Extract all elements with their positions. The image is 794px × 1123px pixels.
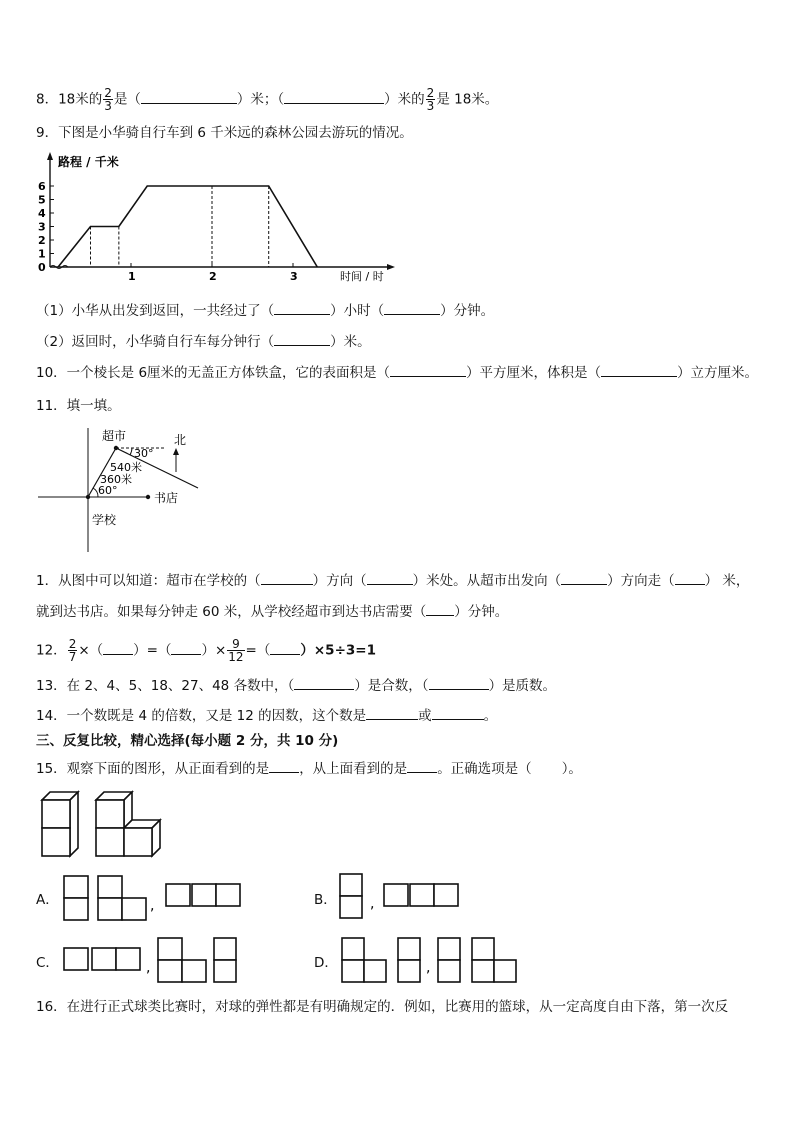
q12-text: =（ (245, 642, 271, 659)
angle-30-label: 30° (134, 447, 154, 460)
x-tick-label: 2 (209, 270, 217, 283)
q9-text: ）分钟。 (440, 303, 495, 319)
question-9-sub2 (36, 331, 371, 352)
y-tick-label: 5 (38, 193, 46, 207)
q11-text: 1．从图中可以知道：超市在学校的（ (36, 573, 261, 589)
supermarket-label: 超市 (102, 429, 127, 443)
angle-60-label: 60° (98, 484, 118, 497)
answer-blank[interactable] (284, 89, 384, 104)
north-label: 北 (174, 433, 187, 447)
answer-blank[interactable] (601, 362, 677, 377)
option-c-label[interactable]: C． (36, 955, 59, 971)
q13-text: ）是合数，（ (354, 678, 429, 694)
answer-blank[interactable] (384, 300, 440, 315)
fraction: $\frac{2}{3}$ (426, 86, 435, 113)
q9-text: （2）返回时，小华骑自行车每分钟行（ (36, 334, 275, 350)
answer-blank[interactable] (141, 89, 237, 104)
question-16: 16．在进行正式球类比赛时，对球的弹性都是有明确规定的．例如，比赛用的篮球，从一定高度自由下落，第一次反 (36, 999, 729, 1015)
q15-text: ）。 (561, 761, 582, 777)
answer-blank[interactable] (294, 675, 354, 690)
answer-blank[interactable] (407, 758, 437, 773)
section-3-heading: 三、反复比较，精心选择(每小题 2 分，共 10 分) (36, 733, 339, 749)
q9-text: （1）小华从出发到返回，一共经过了（ (36, 303, 275, 319)
question-9-title: 9．下图是小华骑自行车到 6 千米远的森林公园去游玩的情况。 (36, 125, 413, 141)
q12-text: ）=（ (133, 642, 172, 659)
fraction: $\frac{2}{7}$ (68, 637, 77, 664)
answer-blank[interactable] (561, 570, 607, 585)
answer-blank[interactable] (429, 675, 489, 690)
q10-text: ）立方厘米。 (677, 365, 759, 381)
q12-text: ）×5÷3=1 (300, 642, 376, 659)
comma: , (146, 960, 151, 976)
answer-blank[interactable] (270, 640, 300, 655)
option-a-figures[interactable] (62, 874, 252, 924)
question-12 (36, 638, 376, 663)
q13-text: 13．在 2、4、5、18、27、48 各数中，（ (36, 678, 295, 694)
bookstore-label: 书店 (154, 491, 179, 505)
q9-text: ）米。 (330, 334, 371, 350)
option-b-figures[interactable] (338, 872, 468, 922)
fraction: $\frac{9}{12}$ (228, 637, 244, 664)
q14-text: 或 (418, 708, 432, 724)
answer-blank[interactable] (269, 758, 299, 773)
q11-text: ）方向（ (312, 573, 367, 589)
q10-text: 10．一个棱长是 6厘米的无盖正方体铁盒，它的表面积是（ (36, 365, 391, 381)
y-tick-label: 0 (38, 261, 46, 274)
distance-540-label: 540米 (110, 461, 142, 474)
option-d-label[interactable]: D． (314, 955, 338, 971)
answer-blank[interactable] (675, 570, 705, 585)
q8-text: 是（ (113, 91, 141, 108)
answer-blank[interactable] (367, 570, 413, 585)
answer-blank[interactable] (261, 570, 313, 585)
q11-text: ） 米， (704, 573, 750, 589)
q12-text: ×（ (78, 642, 104, 659)
q11-text: ）分钟。 (454, 604, 509, 620)
q12-text: 12． (36, 642, 67, 659)
option-a-label[interactable]: A． (36, 892, 59, 908)
q10-text: ）平方厘米，体积是（ (466, 365, 602, 381)
q15-text: 15．观察下面的图形，从正面看到的是 (36, 761, 270, 777)
y-axis-label: 路程 / 千米 (58, 155, 119, 169)
q8-text: 8．18米的 (36, 91, 103, 108)
q13-text: ）是质数。 (488, 678, 557, 694)
y-tick-label: 6 (38, 180, 46, 193)
question-14 (36, 705, 497, 726)
q14-text: 。 (483, 708, 498, 724)
y-tick-label: 3 (38, 220, 46, 234)
distance-360-label: 360米 (100, 473, 132, 486)
answer-blank[interactable] (390, 362, 466, 377)
answer-blank[interactable] (426, 601, 454, 616)
distance-time-chart (36, 150, 406, 285)
question-13 (36, 675, 556, 696)
y-tick-label: 2 (38, 234, 46, 247)
question-11-title: 11．填一填。 (36, 398, 121, 414)
q8-text: ）米的 (384, 91, 425, 108)
comma: , (150, 898, 155, 914)
x-axis-label: 时间 / 时 (340, 270, 384, 283)
answer-blank[interactable] (274, 331, 330, 346)
answer-blank[interactable] (103, 640, 133, 655)
direction-diagram (36, 424, 216, 556)
question-10 (36, 362, 758, 383)
q14-text: 14．一个数既是 4 的倍数，又是 12 的因数，这个数是 (36, 708, 367, 724)
q12-text: ）× (201, 642, 227, 659)
cube-figures (36, 790, 176, 862)
q15-text: 。正确选项是（ (437, 761, 532, 777)
question-11-line2 (36, 601, 508, 622)
x-tick-label: 3 (290, 270, 298, 283)
option-b-label[interactable]: B． (314, 892, 337, 908)
question-15 (36, 758, 582, 779)
fraction: $\frac{2}{3}$ (104, 86, 112, 113)
x-tick-label: 1 (128, 270, 136, 283)
y-tick-label: 4 (38, 207, 46, 220)
option-d-figures[interactable] (340, 936, 530, 986)
q11-text: ）方向走（ (607, 573, 675, 589)
question-11-line1 (36, 570, 749, 591)
q9-text: ）小时（ (330, 303, 385, 319)
answer-blank[interactable] (171, 640, 201, 655)
answer-blank[interactable] (432, 705, 484, 720)
q8-text: ）米；（ (236, 91, 285, 108)
question-9-sub1 (36, 300, 494, 321)
question-8 (36, 87, 498, 112)
answer-blank[interactable] (366, 705, 418, 720)
option-c-figures[interactable] (62, 936, 242, 986)
q11-text: ）米处。从超市出发向（ (412, 573, 562, 589)
q11-text: 就到达书店。如果每分钟走 60 米，从学校经超市到达书店需要（ (36, 604, 427, 620)
q15-text: ，从上面看到的是 (299, 761, 408, 777)
chart-line (58, 186, 317, 267)
q8-text: 是 18米。 (436, 91, 499, 108)
comma: , (370, 896, 375, 912)
y-tick-label: 1 (38, 247, 46, 261)
answer-blank[interactable] (274, 300, 330, 315)
school-label: 学校 (92, 513, 117, 527)
comma: , (426, 960, 431, 976)
